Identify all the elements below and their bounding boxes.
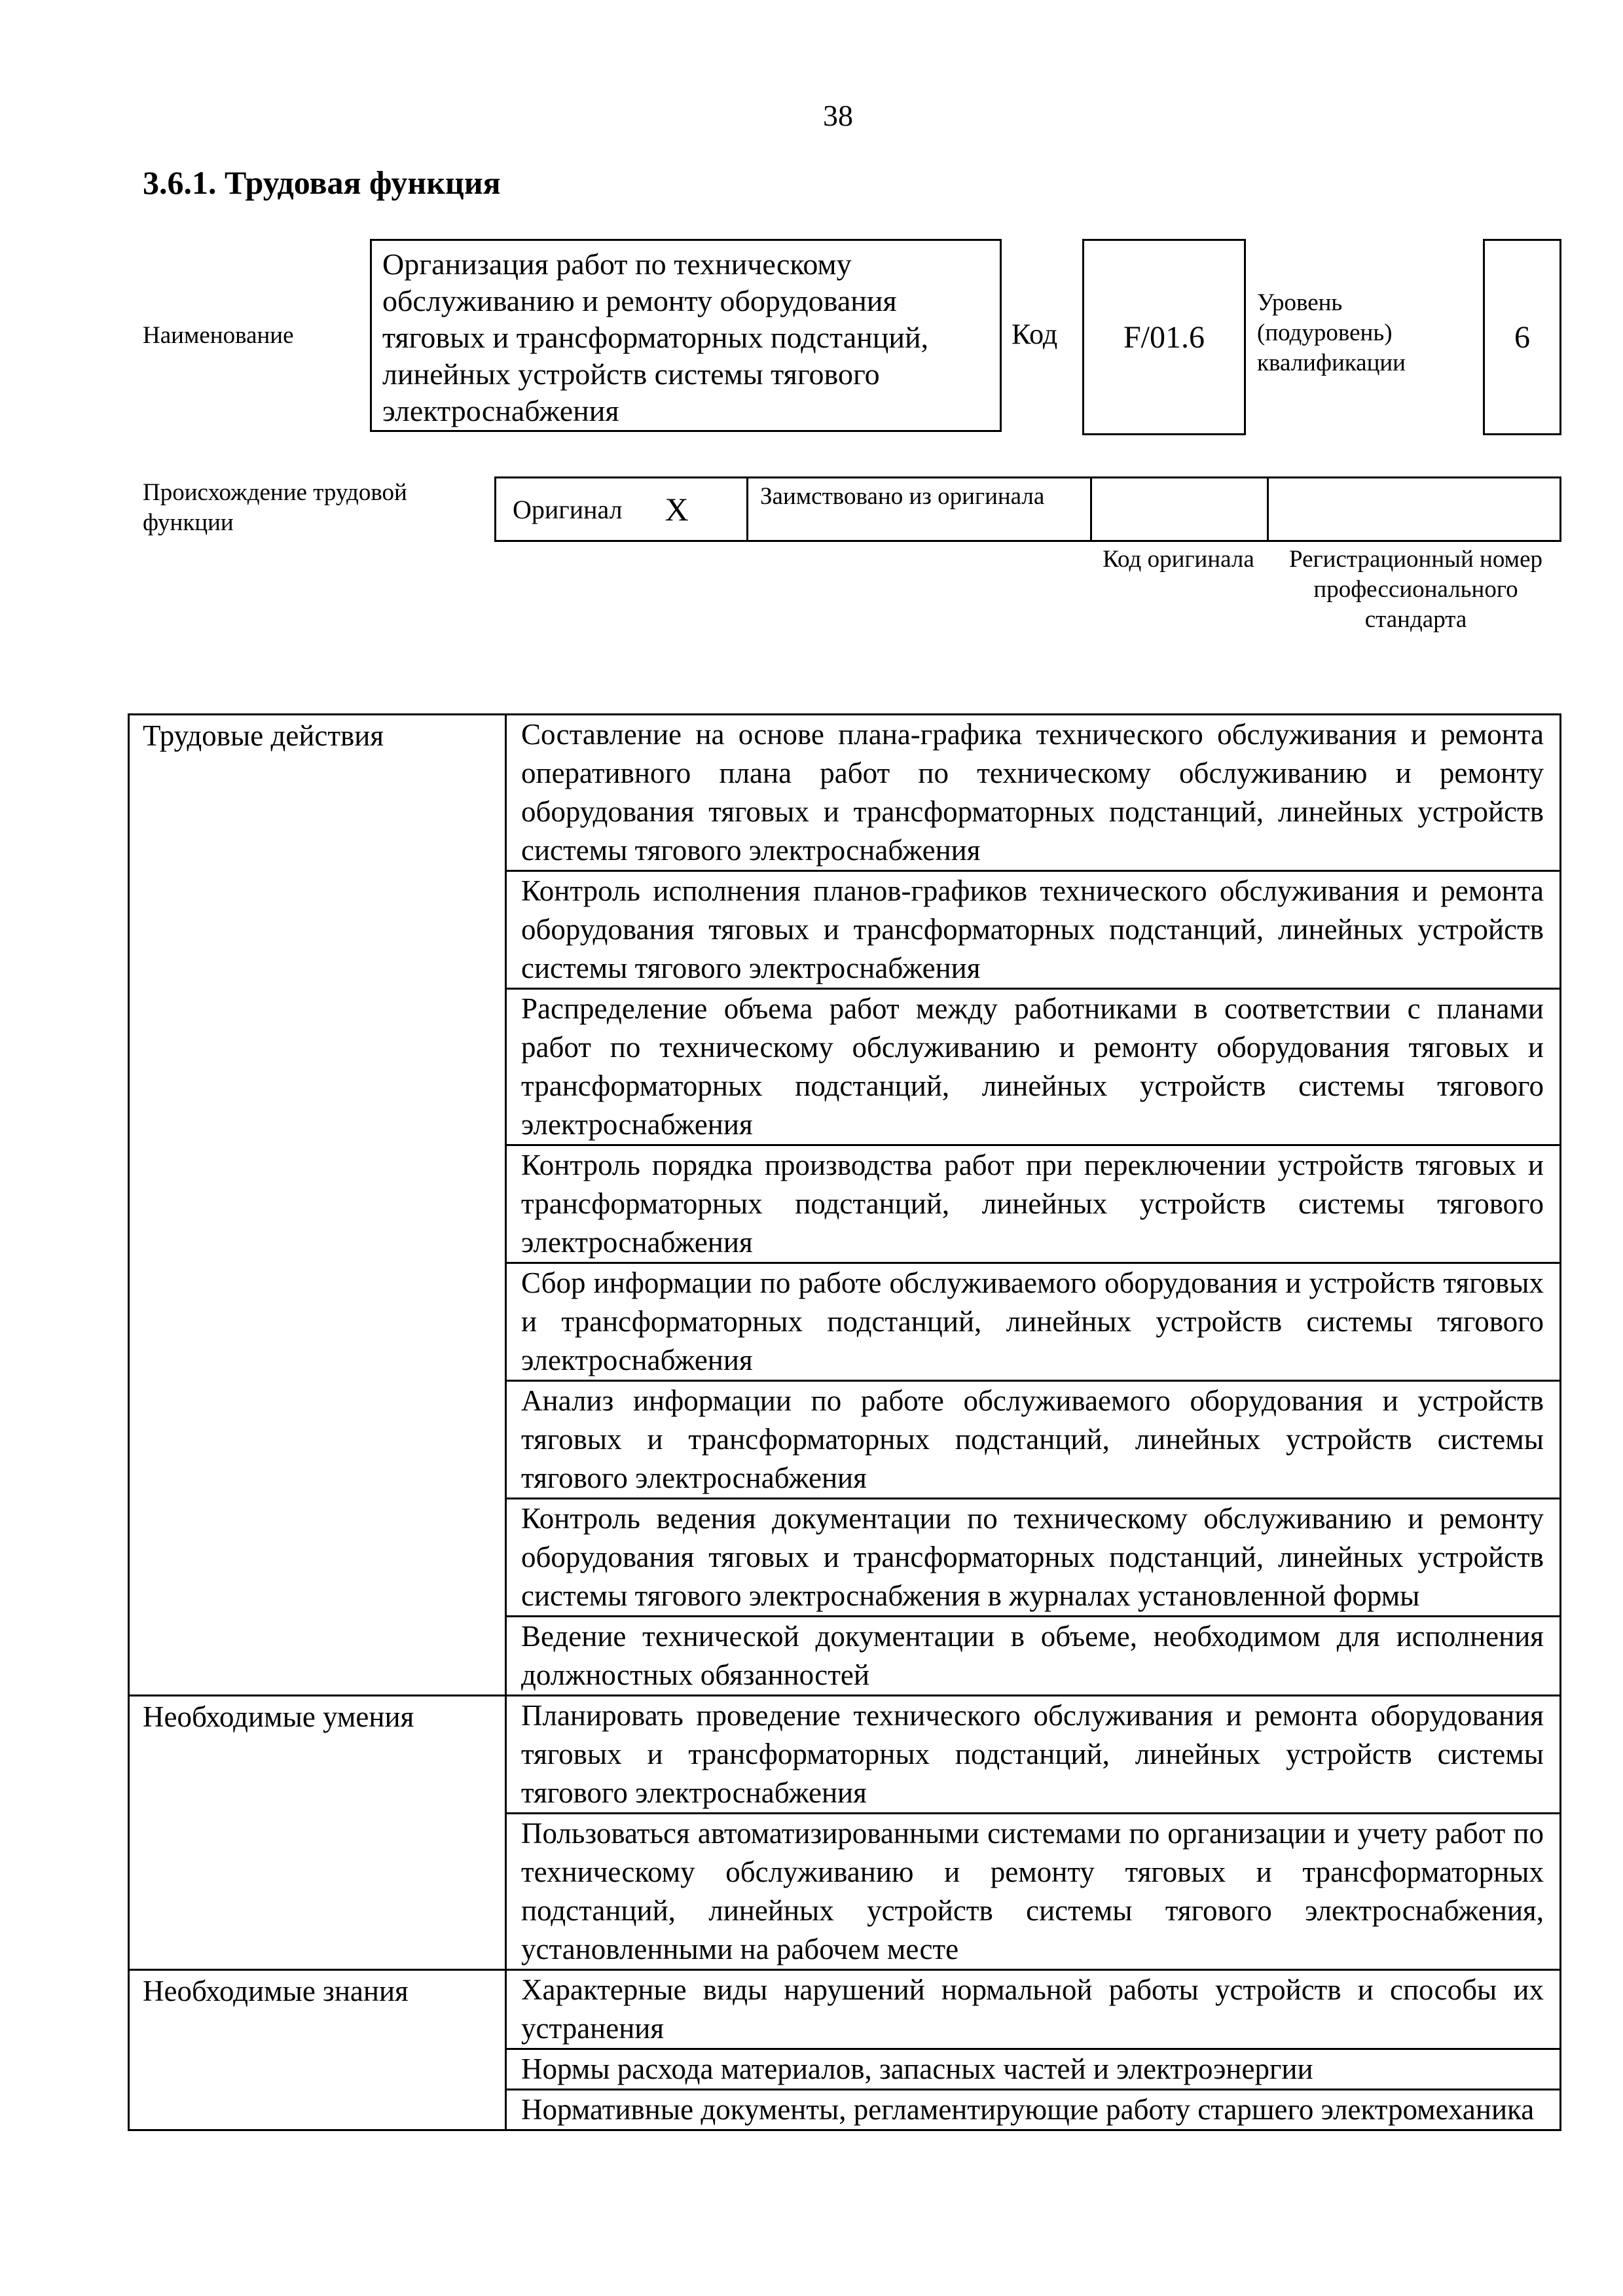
page-number: 38	[823, 99, 853, 132]
section-item-cell: Планировать проведение технического обслуживания и ремонта оборудования тяговых и трансформаторных подстанций, линейных устройств системы тягового электроснабжения	[506, 1696, 1561, 1814]
section-item-cell: Пользоваться автоматизированными системами по организации и учету работ по техническому обслуживанию и ремонту тяговых и трансформаторных подстанций, линейных устройств системы тягового электроснабжения, установленными на рабочем месте	[506, 1814, 1561, 1970]
section-title-cell: Необходимые умения	[129, 1696, 506, 1970]
section-item-cell: Распределение объема работ между работниками в соответствии с планами работ по техническому обслуживанию и ремонту оборудования тяговых и трансформаторных подстанций, линейных устройств системы тягового электроснабжения	[506, 989, 1561, 1145]
original-code-cell	[1092, 478, 1269, 540]
qualification-level-box: 6	[1483, 239, 1561, 435]
original-mark: X	[665, 491, 689, 528]
section-item-cell: Контроль исполнения планов-графиков технического обслуживания и ремонта оборудования тяговых и трансформаторных подстанций, линейных устройств системы тягового электроснабжения	[506, 871, 1561, 989]
code-value-box: F/01.6	[1082, 239, 1246, 435]
section-item-cell: Составление на основе плана-графика технического обслуживания и ремонта оперативного плана работ по техническому обслуживанию и ремонту оборудования тяговых и трансформаторных подстанций, линейных устройств системы тягового электроснабжения	[506, 715, 1561, 871]
section-title: 3.6.1. Трудовая функция	[143, 164, 501, 201]
section-item-cell: Контроль ведения документации по техническому обслуживанию и ремонту оборудования тяговых и трансформаторных подстанций, линейных устройств системы тягового электроснабжения в журналах установленной формы	[506, 1499, 1561, 1617]
original-label: Оригинал	[513, 494, 623, 524]
original-code-caption: Код оригинала	[1103, 546, 1254, 573]
section-item-cell: Нормы расхода материалов, запасных частей и электроэнергии	[506, 2049, 1561, 2090]
registration-number-caption: Регистрационный номер профессионального стандарта	[1288, 546, 1542, 633]
origin-label: Происхождение трудовой функции	[143, 479, 407, 536]
section-item-cell: Анализ информации по работе обслуживаемого оборудования и устройств тяговых и трансформаторных подстанций, линейных устройств системы тягового электроснабжения	[506, 1381, 1561, 1499]
section-title-cell: Необходимые знания	[129, 1970, 506, 2130]
borrowed-cell: Заимствовано из оригинала	[748, 478, 1092, 540]
section-title-cell: Трудовые действия	[129, 715, 506, 1696]
origin-original-cell	[496, 478, 748, 540]
table-row	[129, 1696, 1561, 1814]
section-item-cell: Сбор информации по работе обслуживаемого оборудования и устройств тяговых и трансформаторных подстанций, линейных устройств системы тягового электроснабжения	[506, 1263, 1561, 1381]
qualification-level-label: Уровень (подуровень) квалификации	[1257, 289, 1406, 376]
origin-table	[494, 476, 1561, 542]
name-label: Наименование	[143, 322, 294, 349]
function-name-box: Организация работ по техническому обслуживанию и ремонту оборудования тяговых и трансформаторных подстанций, линейных устройств системы тягового электроснабжения	[370, 239, 1002, 432]
code-label: Код	[1012, 318, 1058, 350]
registration-number-cell	[1269, 478, 1563, 540]
section-item-cell: Характерные виды нарушений нормальной работы устройств и способы их устранения	[506, 1970, 1561, 2049]
function-details-table	[128, 713, 1561, 2131]
table-row	[129, 715, 1561, 871]
section-item-cell: Контроль порядка производства работ при переключении устройств тяговых и трансформаторных подстанций, линейных устройств системы тягового электроснабжения	[506, 1145, 1561, 1263]
table-row	[129, 1970, 1561, 2049]
section-item-cell: Ведение технической документации в объеме, необходимом для исполнения должностных обязанностей	[506, 1617, 1561, 1696]
section-item-cell: Нормативные документы, регламентирующие работу старшего электромеханика	[506, 2090, 1561, 2130]
